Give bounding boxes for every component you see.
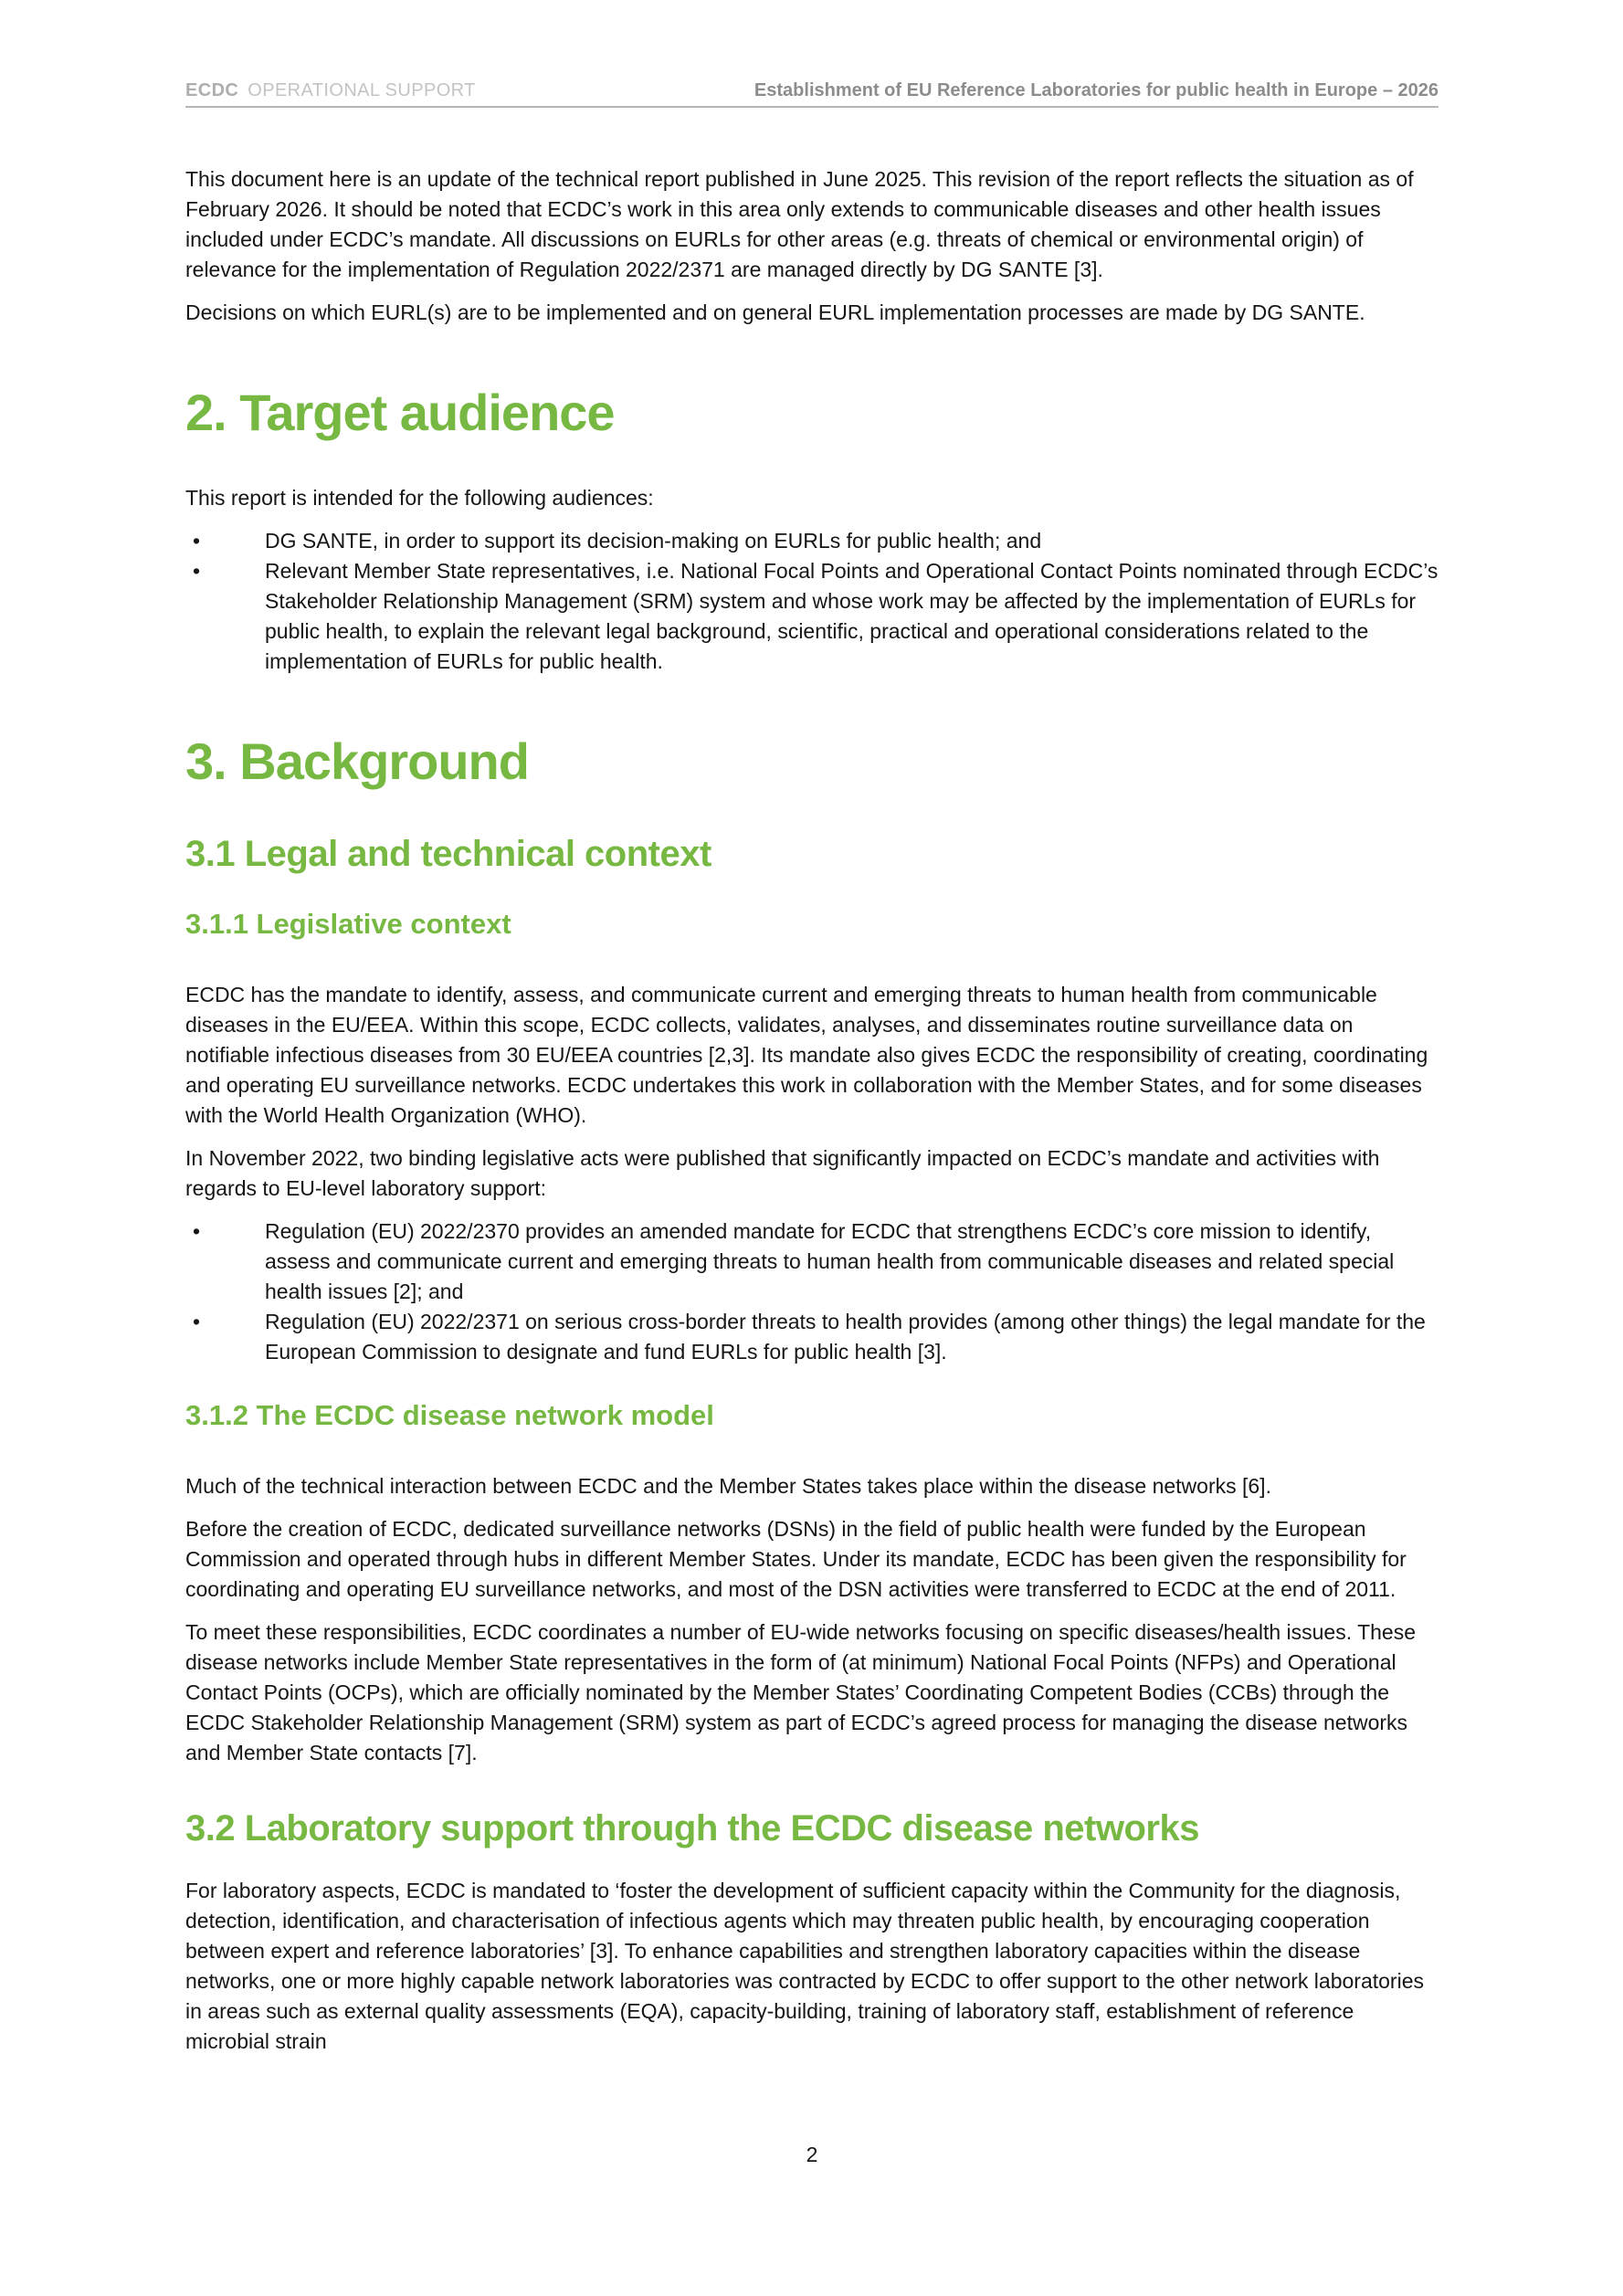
paragraph-before-creation: Before the creation of ECDC, dedicated surveillance networks (DSNs) in the field of public health were funded by the European Commission and operated through hubs in different Member States. Under its mandate, ECDC has been given the responsibility for coordinating and operating EU surveillance networks, and most of the DSN activities were transferred to ECDC at the end of 2011. (185, 1517, 1407, 1601)
heading-legislative-context: 3.1.1 Legislative context (185, 908, 511, 940)
list-item-text: DG SANTE, in order to support its decision-making on EURLs for public health; and (265, 529, 1042, 553)
list-item (185, 1307, 1439, 1367)
paragraph-intro-update: This document here is an update of the technical report published in June 2025. This revision of the report reflects the situation as of February 2026. It should be noted that ECDC’s work in this area only extends to communicable diseases and other health issues included under ECDC’s mandate. All discussions on EURLs for other areas (e.g. threats of chemical or environmental origin) of relevance for the implementation of Regulation 2022/2371 are managed directly by DG SANTE [3]. (185, 167, 1414, 281)
paragraph-november-2022: In November 2022, two binding legislative acts were published that significantly impacted on ECDC’s mandate and activities with regards to EU-level laboratory support: (185, 1146, 1380, 1200)
header-running-title (185, 80, 476, 100)
list-item (185, 526, 1439, 556)
list-item-text: Regulation (EU) 2022/2370 provides an amended mandate for ECDC that strengthens ECDC’s core mission to identify, assess and communicate current and emerging threats to human health from communicable diseases and related special health issues [2]; and (265, 1219, 1395, 1303)
list-item (185, 556, 1439, 677)
bullet-icon: • (193, 559, 201, 583)
header-document-title: Establishment of EU Reference Laboratories for public health in Europe – 2026 (754, 80, 1439, 100)
bullet-icon: • (193, 1310, 201, 1333)
list-item-text: Regulation (EU) 2022/2371 on serious cross-border threats to health provides (among other things) the legal mandate for the European Commission to designate and fund EURLs for public health [3]. (265, 1310, 1426, 1364)
paragraph-meet-responsibilities: To meet these responsibilities, ECDC coordinates a number of EU-wide networks focusing on specific diseases/health issues. These disease networks include Member State representatives in the form of (at minimum) National Focal Points (NFPs) and Operational Contact Points (OCPs), which are officially nominated by the Member States’ Coordinating Competent Bodies (CCBs) through the ECDC Stakeholder Relationship Management (SRM) system as part of ECDC’s agreed process for managing the disease networks and Member State contacts [7]. (185, 1620, 1417, 1764)
heading-target-audience: 2. Target audience (185, 384, 615, 441)
heading-legal-technical-context: 3.1 Legal and technical context (185, 834, 711, 874)
header-department: OPERATIONAL SUPPORT (248, 80, 476, 100)
paragraph-laboratory-aspects: For laboratory aspects, ECDC is mandated to ‘foster the development of sufficient capacity within the Community for the diagnosis, detection, identification, and characterisation of infectious agents which may threaten public health, by encouraging cooperation between expert and reference laboratories’ [3]. To enhance capabilities and strengthen laboratory capacities within the disease networks, one or more highly capable network laboratories was contracted by ECDC to offer support to the other network laboratories in areas such as external quality assessments (EQA), capacity-building, training of laboratory staff, establishment of reference microbial strain (185, 1879, 1424, 2053)
page-header (185, 80, 1439, 108)
document-body (185, 164, 1439, 2057)
page-footer (185, 2140, 1439, 2170)
paragraph-technical-interaction: Much of the technical interaction between ECDC and the Member States takes place within the disease networks [6]. (185, 1474, 1271, 1498)
paragraph-audiences-intro: This report is intended for the following audiences: (185, 486, 654, 510)
paragraph-ecdc-mandate: ECDC has the mandate to identify, assess, and communicate current and emerging threats to human health from communicable diseases in the EU/EEA. Within this scope, ECDC collects, validates, analyses, and disseminates routine surveillance data on notifiable infectious diseases from 30 EU/EEA countries [2,3]. Its mandate also gives ECDC the responsibility of creating, coordinating and operating EU surveillance networks. ECDC undertakes this work in collaboration with the Member States, and for some diseases with the World Health Organization (WHO). (185, 983, 1428, 1127)
heading-background: 3. Background (185, 732, 529, 790)
bullet-icon: • (193, 529, 201, 553)
paragraph-decisions: Decisions on which EURL(s) are to be implemented and on general EURL implementation processes are made by DG SANTE. (185, 300, 1365, 324)
header-brand: ECDC (185, 80, 239, 100)
heading-laboratory-support: 3.2 Laboratory support through the ECDC disease networks (185, 1808, 1199, 1848)
list-item-text: Relevant Member State representatives, i.e. National Focal Points and Operational Contact Points nominated through ECDC’s Stakeholder Relationship Management (SRM) system and whose work may be affected by the implementation of EURLs for public health, to explain the relevant legal background, scientific, practical and operational considerations related to the implementation of EURLs for public health. (265, 559, 1439, 673)
bullet-icon: • (193, 1219, 201, 1243)
audience-bullet-list (185, 526, 1439, 677)
heading-disease-network-model: 3.1.2 The ECDC disease network model (185, 1399, 714, 1431)
list-item (185, 1216, 1439, 1307)
regulation-bullet-list (185, 1216, 1439, 1367)
page-number: 2 (806, 2143, 818, 2166)
